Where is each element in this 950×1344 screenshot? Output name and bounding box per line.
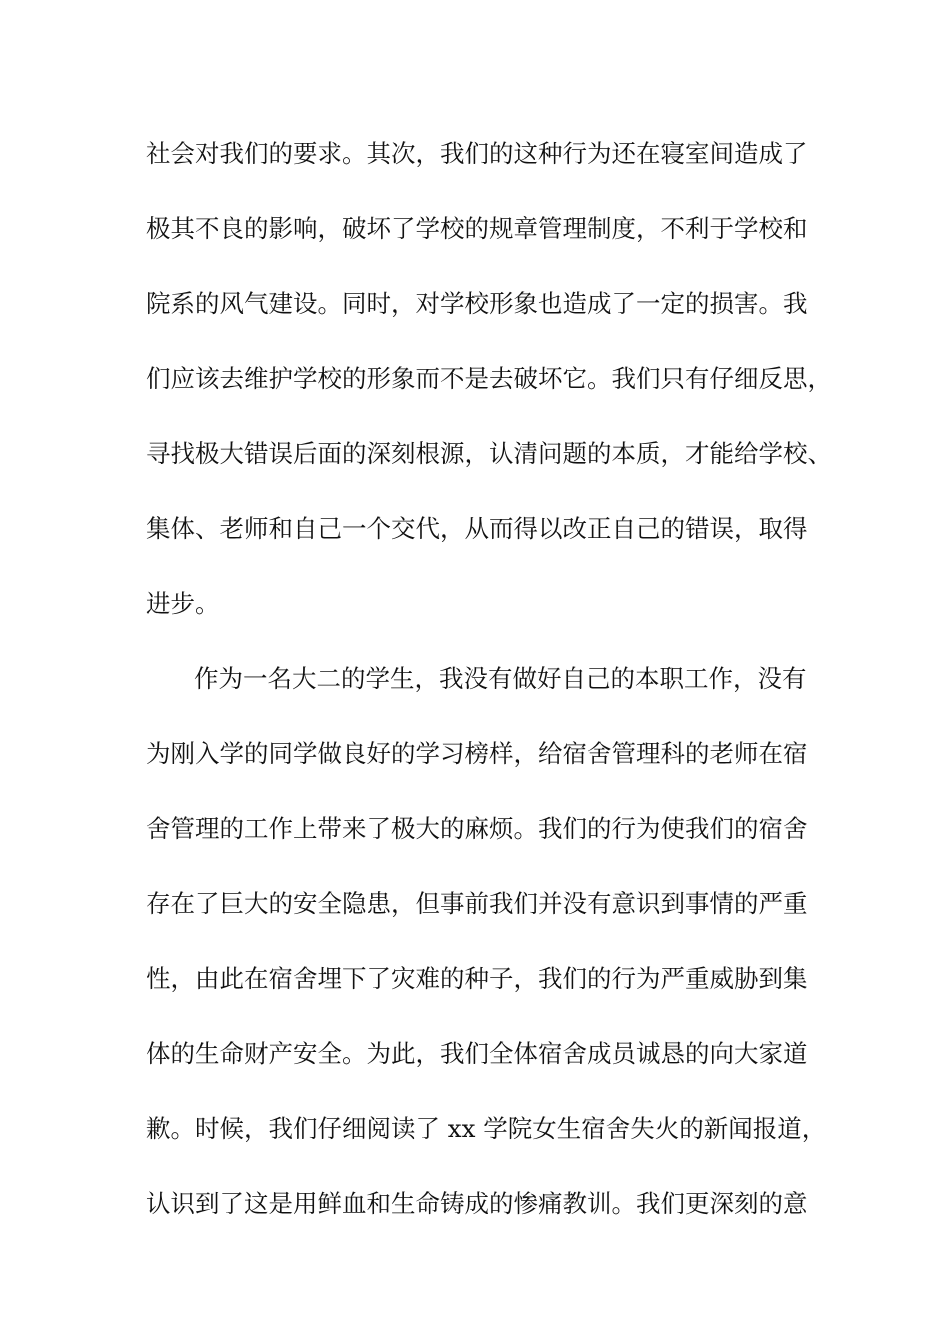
text-line: 集体、老师和自己一个交代，从而得以改正自己的错误，取得: [146, 514, 808, 543]
text-line: 极其不良的影响，破坏了学校的规章管理制度，不利于学校和: [146, 214, 808, 243]
text-line: 寻找极大错误后面的深刻根源，认清问题的本质，才能给学校、: [146, 439, 832, 468]
text-line: 认识到了这是用鲜血和生命铸成的惨痛教训。我们更深刻的意: [146, 1189, 808, 1218]
text-line: 社会对我们的要求。其次，我们的这种行为还在寝室间造成了: [146, 139, 808, 168]
text-line: 院系的风气建设。同时，对学校形象也造成了一定的损害。我: [146, 289, 808, 318]
text-line: 舍管理的工作上带来了极大的麻烦。我们的行为使我们的宿舍: [146, 814, 808, 843]
text-line: 们应该去维护学校的形象而不是去破坏它。我们只有仔细反思，: [146, 364, 832, 393]
text-line: 进步。: [146, 589, 220, 618]
text-line: 为刚入学的同学做良好的学习榜样，给宿舍管理科的老师在宿: [146, 739, 808, 768]
text-line: 体的生命财产安全。为此，我们全体宿舍成员诚恳的向大家道: [146, 1039, 808, 1068]
text-line: 歉。时候，我们仔细阅读了 xx 学院女生宿舍失火的新闻报道，: [146, 1114, 827, 1143]
text-line: 性，由此在宿舍埋下了灾难的种子，我们的行为严重威胁到集: [146, 964, 808, 993]
paragraph-first-line: 作为一名大二的学生，我没有做好自己的本职工作，没有: [194, 664, 807, 693]
document-body: [146, 130, 832, 1255]
text-line: 存在了巨大的安全隐患，但事前我们并没有意识到事情的严重: [146, 889, 808, 918]
